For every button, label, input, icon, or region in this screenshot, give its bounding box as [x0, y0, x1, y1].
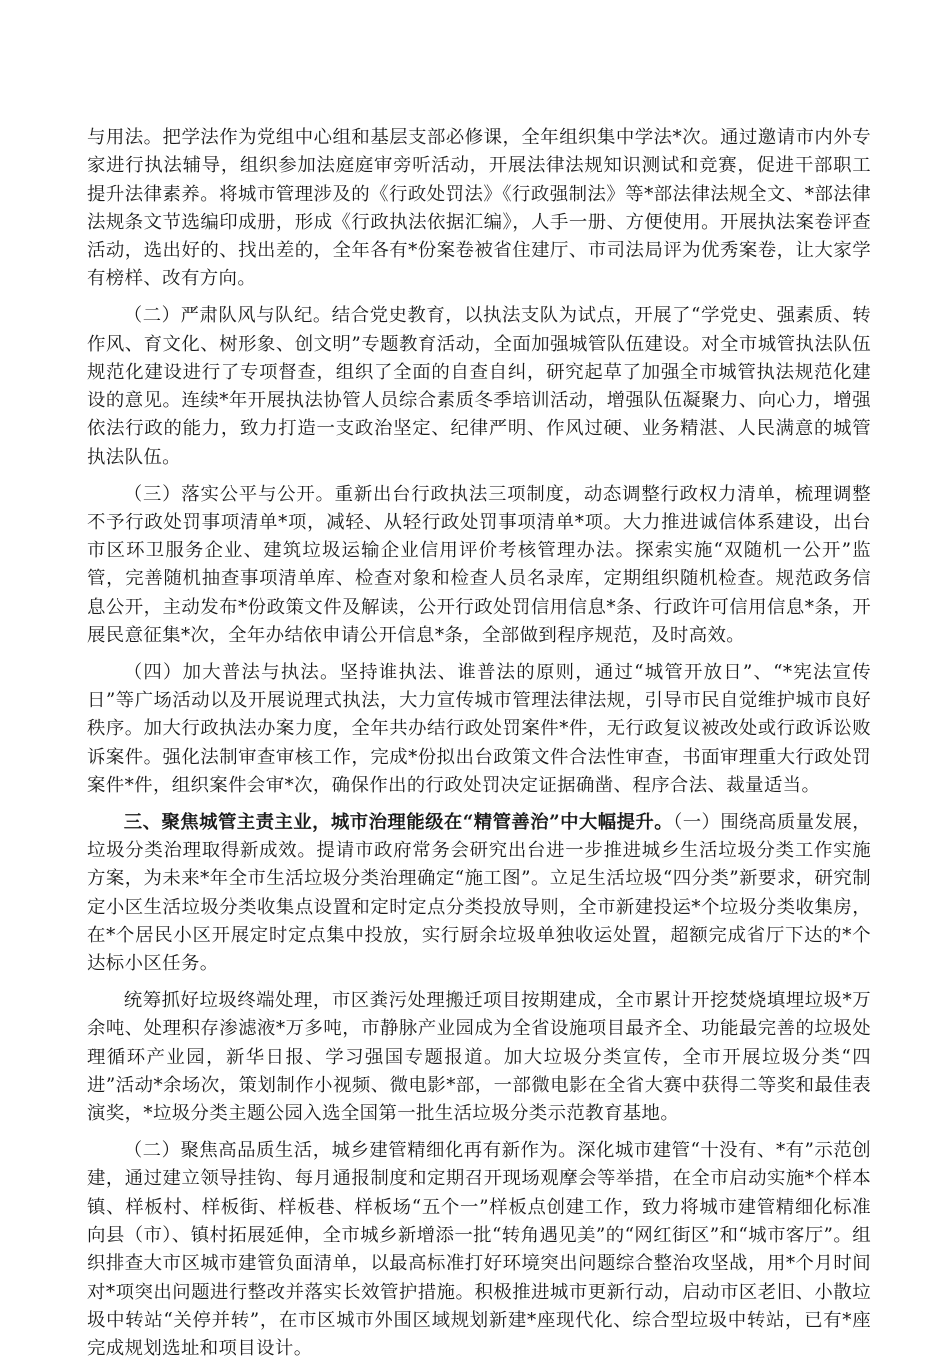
section-heading: 三、聚焦城管主责主业，城市治理能级在“精管善治”中大幅提升。 [123, 811, 674, 833]
paragraph-waste-terminal [87, 987, 871, 1128]
paragraph-text: 与用法。把学法作为党组中心组和基层支部必修课，全年组织集中学法*次。通过邀请市内外专家进行执法辅导，组织参加法庭庭审旁听活动，开展法律法规知识测试和竞赛，促进干部职工提升法律素养。将城市管理涉及的《行政处罚法》《行政强制法》等*部法律法规全文、*部法律法规条文节选编印成册，形成《行政执法依据汇编》，人手一册、方便使用。开展执法案卷评查活动，选出好的、找出差的，全年各有*份案卷被省住建厅、市司法局评为优秀案卷，让大家学有榜样、改有方向。 [87, 127, 871, 290]
paragraph-text: 统筹抓好垃圾终端处理，市区粪污处理搬迁项目按期建成，全市累计开挖焚烧填埋垃圾*万余吨、处理积存渗滤液*万多吨，市静脉产业园成为全省设施项目最齐全、功能最完善的垃圾处理循环产业园，新华日报、学习强国专题报道。加大垃圾分类宣传，全市开展垃圾分类“四进”活动*余场次，策划制作小视频、微电影*部，一部微电影在全省大赛中获得二等奖和最佳表演奖，*垃圾分类主题公园入选全国第一批生活垃圾分类示范教育基地。 [87, 990, 871, 1125]
paragraph-text: （二）聚焦高品质生活，城乡建管精细化再有新作为。深化城市建管“十没有、*有”示范创建，通过建立领导挂钩、每月通报制度和定期召开现场观摩会等举措，在全市启动实施*个样本镇、样板村、样板街、样板巷、样板场“五个一”样板点创建工作，致力将城市建管精细化标准向县（市）、镇村拓展延伸，全市城乡新增添一批“转角遇见美”的“网红街区”和“城市客厅”。组织排查大市区城市建管负面清单，以最高标准打好环境突出问题综合整治攻坚战，用*个月时间对*项突出问题进行整改并落实长效管护措施。积极推进城市更新行动，启动市区老旧、小散垃圾中转站“关停并转”，在市区城市外围区域规划新建*座现代化、综合型垃圾中转站，已有*座完成规划选址和项目设计。 [87, 1140, 871, 1360]
document-body [87, 124, 871, 1372]
paragraph-legal-study-continued [87, 124, 871, 294]
paragraph-text: （四）加大普法与执法。坚持谁执法、谁普法的原则，通过“城管开放日”、“*宪法宣传日”等广场活动以及开展说理式执法，大力宣传城市管理法律法规，引导市民自觉维护城市良好秩序。加大行政执法办案力度，全年共办结行政处罚案件*件，无行政复议被改处或行政诉讼败诉案件。强化法制审查审核工作，完成*份拟出台政策文件合法性审查，书面审理重大行政处罚案件*件，组织案件会审*次，确保作出的行政处罚决定证据确凿、程序合法、裁量适当。 [87, 661, 871, 797]
paragraph-fairness-openness [87, 481, 871, 651]
paragraph-refined-management [87, 1137, 871, 1363]
paragraph-text: （三）落实公平与公开。重新出台行政执法三项制度，动态调整行政权力清单，梳理调整不予行政处罚事项清单*项，减轻、从轻行政处罚事项清单*项。大力推进诚信体系建设，出台市区环卫服务企业、建筑垃圾运输企业信用评价考核管理办法。探索实施“双随机一公开”监管，完善随机抽查事项清单库、检查对象和检查人员名录库，定期组织随机检查。规范政务信息公开，主动发布*份政策文件及解读，公开行政处罚信用信息*条、行政许可信用信息*条，开展民意征集*次，全年办结依申请公开信息*条，全部做到程序规范，及时高效。 [87, 483, 871, 647]
paragraph-law-popularization [87, 659, 871, 800]
paragraph-text: （二）严肃队风与队纪。结合党史教育，以执法支队为试点，开展了“学党史、强素质、转作风、育文化、树形象、创文明”专题教育活动，全面加强城管队伍建设。对全市城管执法队伍规范化建设进行了专项督查，组织了全面的自查自纠，研究起草了加强全市城管执法规范化建设的意见。连续*年开展执法协管人员综合素质冬季培训活动，增强队伍凝聚力、向心力，增强依法行政的能力，致力打造一支政治坚定、纪律严明、作风过硬、业务精湛、人民满意的城管执法队伍。 [87, 305, 871, 468]
paragraph-text: （一）围绕高质量发展，垃圾分类治理取得新成效。提请市政府常务会研究出台进一步推进城乡生活垃圾分类工作实施方案，为未来*年全市生活垃圾分类治理确定“施工图”。立足生活垃圾“四分类”新要求，研究制定小区生活垃圾分类收集点设置和定时定点分类投放导则，全市新建投运*个垃圾分类收集房，在*个居民小区开展定时定点集中投放，实行厨余垃圾单独收运处置，超额完成省厅下达的*个达标小区任务。 [87, 811, 871, 975]
paragraph-section-three [87, 809, 871, 979]
paragraph-team-discipline [87, 302, 871, 472]
